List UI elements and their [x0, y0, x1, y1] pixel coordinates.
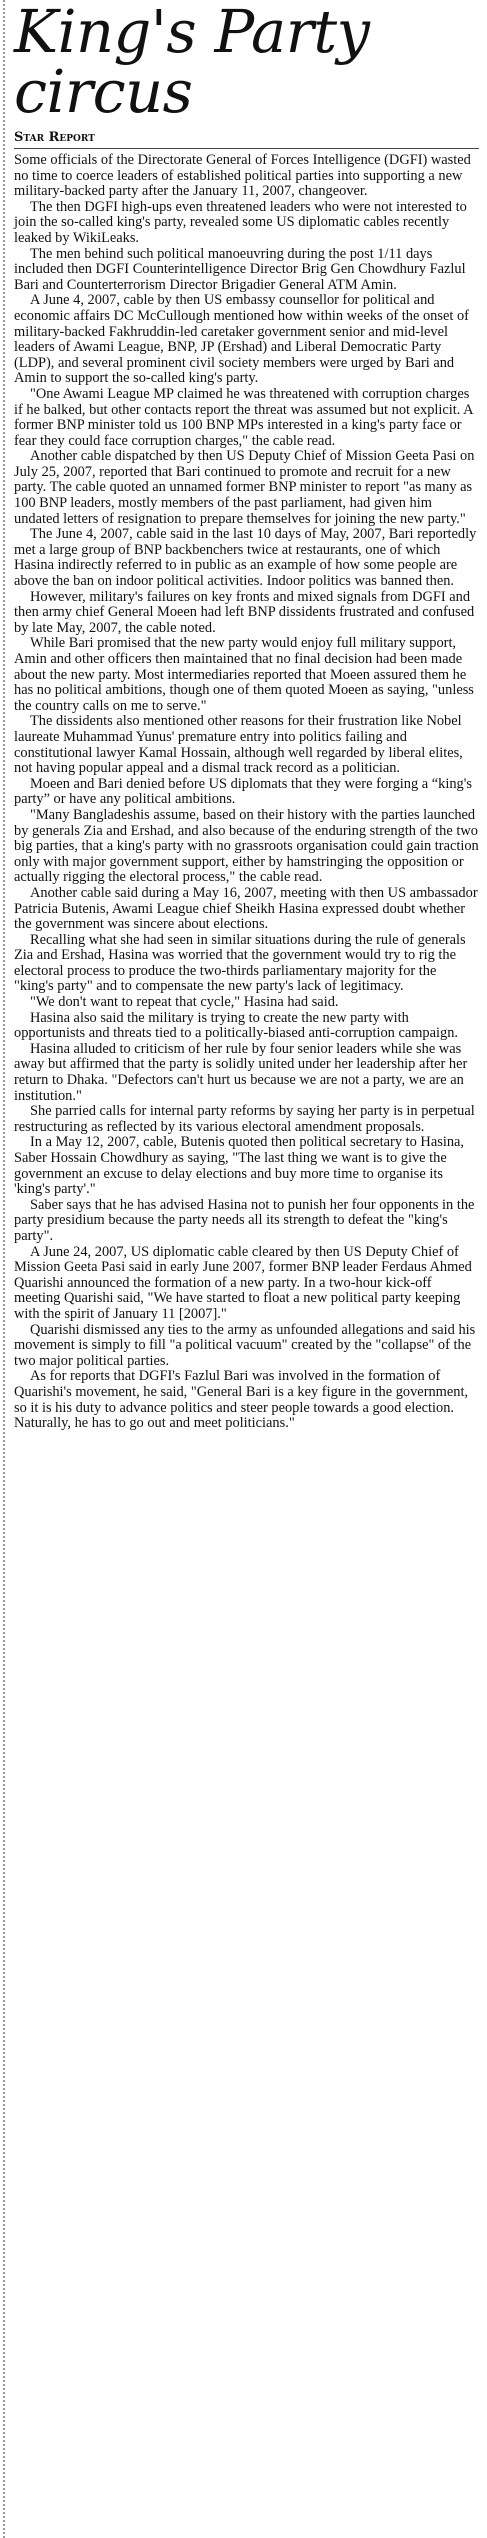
paragraph: Hasina also said the military is trying to create the new party with opportunists and threats tied to a politically-biased anti-corruption campaign.	[14, 1009, 458, 1042]
paragraph: Another cable dispatched by then US Deputy Chief of Mission Geeta Pasi on July 25, 2007, reported that Bari continued to promote and recruit for a new party. The cable quoted an unnamed former BNP minister to report "as many as 100 BNP leaders, mostly members of the past parliament, had given him undated letters of resignation to prepare themselves for joining the new party."	[14, 448, 475, 527]
headline: King's Party circus	[14, 0, 370, 126]
paragraph: Hasina alluded to criticism of her rule by four senior leaders while she was away but affirmed that the party is solidly united under her leadership after her return to Dhaka. "Defectors can't hurt us because we are not a party, we are an institution."	[14, 1040, 468, 1104]
paragraph: As for reports that DGFI's Fazlul Bari was involved in the formation of Quarishi's movement, he said, "General Bari is a key figure in the government, so it is his duty to advance politics and steer people towards a good election. Naturally, he has to go out and meet politicians."	[14, 1368, 469, 1432]
paragraph: "One Awami League MP claimed he was threatened with corruption charges if he balked, but other contacts report the threat was assumed but not explicit. A former BNP minister told us 100 BNP MPs interested in a king's party face or fear they could face corruption charges," the cable read.	[14, 385, 473, 449]
article-body	[14, 153, 479, 1432]
paragraph: She parried calls for internal party reforms by saying her party is in perpetual restructuring as reflected by its various electoral amendment proposals.	[14, 1103, 475, 1135]
paragraph: Quarishi dismissed any ties to the army as unfounded allegations and said his movement is simply to fill "a political vacuum" created by the "collapse" of the two major political parties.	[14, 1321, 476, 1369]
paragraph: However, military's failures on key fronts and mixed signals from DGFI and then army chief General Moeen had left BNP dissidents frustrated and confused by late May, 2007, the cable noted.	[14, 588, 475, 636]
paragraph: "Many Bangladeshis assume, based on their history with the parties launched by generals Zia and Ershad, and also because of the enduring strength of the two big parties, that a king's party with no grassroots organisation could gain traction only with major government support, either by hamstringing the opposition or actually rigging the electoral process," the cable read.	[14, 806, 479, 886]
paragraph: Recalling what she had seen in similar situations during the rule of generals Zia and Ershad, Hasina was worried that the government would try to rig the electoral process to produce the two-thirds parliamentary majority for the "king's party" and to compensate the new party's lack of legitimacy.	[14, 931, 466, 995]
byline: Star Report	[14, 130, 479, 149]
paragraph: Some officials of the Directorate General of Forces Intelligence (DGFI) wasted no time to coerce leaders of established political parties into supporting a new military-backed party after the January 11, 2007, changeover.	[14, 152, 471, 200]
paragraph: A June 24, 2007, US diplomatic cable cleared by then US Deputy Chief of Mission Geeta Pasi said in early June 2007, former BNP leader Ferdaus Ahmed Quarishi announced the formation of a new party. In a two-hour kick-off meeting Quarishi said, "We have started to float a new political party keeping with the spirit of January 11 [2007]."	[14, 1243, 472, 1322]
paragraph: The men behind such political manoeuvring during the post 1/11 days included then DGFI Counterintelligence Director Brig Gen Chowdhury Fazlul Bari and Counterterrorism Director Brigadier General ATM Amin.	[14, 245, 466, 293]
paragraph: While Bari promised that the new party would enjoy full military support, Amin and other officers then maintained that no final decision had been made about the new party. Most intermediaries reported that Moeen assured them he has no political ambitions, though one of them quoted Moeen as saying, "unless the country calls on me to serve."	[14, 635, 474, 714]
paragraph: The dissidents also mentioned other reasons for their frustration like Nobel laureate Muhammad Yunus' premature entry into politics failing and constitutional lawyer Kamal Hossain, although well regarded by liberal elites, not having popular appeal and a dismal track record as a politician.	[14, 713, 463, 777]
paragraph: Moeen and Bari denied before US diplomats that they were forging a “king's party” or have any political ambitions.	[14, 775, 472, 808]
paragraph: Saber says that he has advised Hasina not to punish her four opponents in the party presidium because the party needs all its strength to defeat the "king's party".	[14, 1196, 475, 1244]
paragraph: Another cable said during a May 16, 2007, meeting with then US ambassador Patricia Butenis, Awami League chief Sheikh Hasina expressed doubt whether the government was sincere about elections.	[14, 884, 478, 933]
paragraph: A June 4, 2007, cable by then US embassy counsellor for political and economic affairs DC McCullough mentioned how within weeks of the onset of military-backed Fakhruddin-led caretaker government senior and mid-level leaders of Awami League, BNP, JP (Ershad) and Liberal Democratic Party (LDP), and several prominent civil society members were urged by Bari and Amin to support the so-called king's party.	[14, 292, 469, 387]
paragraph: The June 4, 2007, cable said in the last 10 days of May, 2007, Bari reportedly met a large group of BNP backbenchers twice at restaurants, one of which Hasina indirectly referred to in public as an example of how some people are above the ban on indoor political activities. Indoor politics was banned then.	[14, 526, 477, 590]
paragraph: In a May 12, 2007, cable, Butenis quoted then political secretary to Hasina, Saber Hossain Chowdhury as saying, "The last thing we want is to give the government an excuse to delay elections and buy more time to organise its 'king's party'."	[14, 1134, 464, 1198]
paragraph: "We don't want to repeat that cycle," Hasina had said.	[30, 994, 339, 1011]
paragraph: The then DGFI high-ups even threatened leaders who were not interested to join the so-called king's party, revealed some US diplomatic cables recently leaked by WikiLeaks.	[14, 198, 467, 246]
